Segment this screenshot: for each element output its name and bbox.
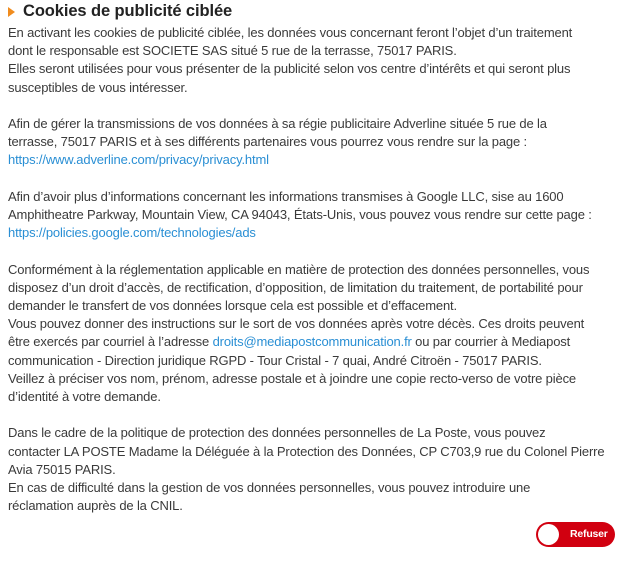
paragraph-intro — [8, 24, 626, 97]
text-line: contacter LA POSTE Madame la Déléguée à la Protection des Données, CP C703,9 rue du Colonel Pierre — [8, 443, 605, 459]
text-fragment: être exercés par courriel à l’adresse — [8, 334, 213, 350]
text-line: Vous pouvez donner des instructions sur le sort de vos données après votre décès. Ces droits peuvent — [8, 316, 585, 332]
paragraph-adverline — [8, 115, 626, 170]
paragraph-rights — [8, 261, 626, 407]
text-line: Elles seront utilisées pour vous présenter de la publicité selon vos centre d’intérêts et qui seront plus — [8, 61, 571, 77]
text-line: Afin de gérer la transmissions de vos données à sa régie publicitaire Adverline située 5 rue de la — [8, 116, 547, 131]
section-title: Cookies de publicité ciblée — [23, 1, 233, 20]
text-line: terrasse, 75017 PARIS et à ses différents partenaires vous pourrez vous rendre sur la page : — [8, 134, 528, 150]
email-link[interactable]: droits@mediapostcommunication.fr — [212, 334, 412, 350]
google-ads-policy-link[interactable]: https://policies.google.com/technologies/ads — [8, 225, 256, 241]
text-line: Afin d’avoir plus d’informations concernant les informations transmises à Google LLC, sise au 1600 — [8, 188, 564, 204]
text-line: dont le responsable est SOCIETE SAS situé 5 rue de la terrasse, 75017 PARIS. — [8, 43, 457, 59]
text-line: disposez d’un droit d’accès, de rectification, d’opposition, de limitation du traitement, de portabilité pour — [8, 279, 583, 295]
text-line: Amphitheatre Parkway, Mountain View, CA 94043, États-Unis, vous pouvez vous rendre sur cette page : — [8, 207, 592, 222]
triangle-right-icon — [8, 7, 15, 17]
text-line: réclamation auprès de la CNIL. — [8, 498, 183, 514]
section-header[interactable] — [8, 1, 232, 21]
text-line-with-email — [8, 333, 626, 351]
text-line: communication - Direction juridique RGPD - Tour Cristal - 7 quai, André Citroën - 75017 PARIS. — [8, 352, 542, 368]
text-line: Veillez à préciser vos nom, prénom, adresse postale et à joindre une copie recto-verso de votre pièce — [8, 370, 576, 386]
toggle-knob — [538, 524, 559, 545]
text-line: demander le transfert de vos données lorsque cela est possible et d’effacement. — [8, 298, 457, 313]
text-line: susceptibles de vous intéresser. — [8, 79, 188, 95]
adverline-privacy-link[interactable]: https://www.adverline.com/privacy/privacy.html — [8, 152, 269, 168]
toggle-label: Refuser — [570, 528, 608, 540]
text-fragment: ou par courrier à Mediapost — [411, 334, 571, 350]
text-line: Dans le cadre de la politique de protection des données personnelles de La Poste, vous pouvez — [8, 425, 546, 441]
text-line: Conformément à la réglementation applicable en matière de protection des données personnelles, vous — [8, 261, 590, 277]
refuse-toggle[interactable] — [536, 522, 615, 547]
text-line: Avia 75015 PARIS. — [8, 461, 116, 477]
text-line: d’identité à votre demande. — [8, 389, 161, 405]
paragraph-laposte — [8, 424, 626, 515]
text-line: En activant les cookies de publicité ciblée, les données vous concernant feront l’objet d’un traitement — [8, 25, 573, 40]
section-content — [8, 24, 626, 515]
paragraph-google — [8, 188, 626, 243]
text-line: En cas de difficulté dans la gestion de vos données personnelles, vous pouvez introduire une — [8, 480, 531, 496]
